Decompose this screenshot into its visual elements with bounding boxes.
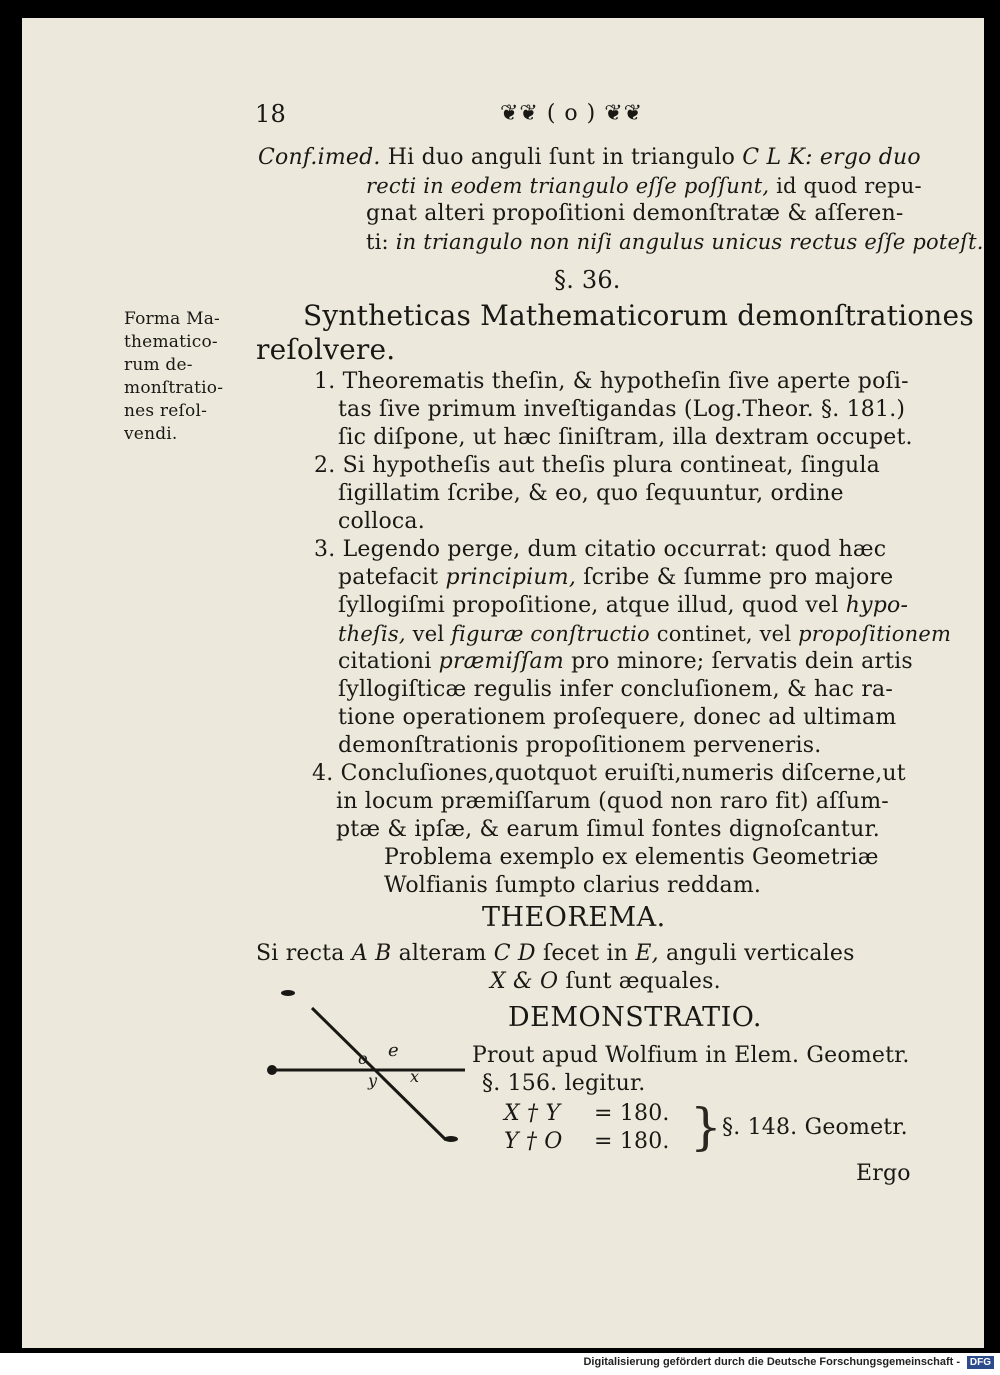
list-item-line: 1. Theorematis theſin, & hypotheſin ſive aperte poſi- xyxy=(314,369,909,394)
text-line: recti in eodem triangulo eſſe poſſunt, id quod repu- xyxy=(366,174,922,198)
point-d xyxy=(444,1136,458,1142)
theorem-heading: THEOREMA. xyxy=(482,902,666,933)
text-line: Conf.imed. Hi duo anguli ſunt in triangulo C L K: ergo duo xyxy=(258,145,921,170)
theorem-line: X & O ſunt æquales. xyxy=(490,969,721,994)
demonstration-line: §. 156. legitur. xyxy=(482,1071,646,1096)
list-item-line: in locum præmiſſarum (quod non raro fit) aſſum- xyxy=(336,789,889,814)
text-line: gnat alteri propoſitioni demonſtratæ & aſſeren- xyxy=(366,201,904,226)
equation-lhs: Y † O xyxy=(504,1129,563,1154)
list-item-line: colloca. xyxy=(338,509,425,534)
list-item-line: citationi præmiſſam pro minore; ſervatis dein artis xyxy=(338,649,913,674)
label-y: y xyxy=(368,1071,378,1090)
footer-credit: Digitalisierung gefördert durch die Deutsche Forschungsgemeinschaft - xyxy=(583,1356,960,1368)
section-title: reſolvere. xyxy=(256,333,396,366)
equation-lhs: X † Y xyxy=(504,1101,561,1126)
footer-bar xyxy=(0,1353,1000,1375)
list-item-line: ſyllogiſticæ regulis infer concluſionem, & hac ra- xyxy=(338,677,894,702)
point-a xyxy=(267,1065,277,1075)
theorem-line: Si recta A B alteram C D ſecet in E, anguli verticales xyxy=(256,941,855,966)
book-page: 18 ❦❦ ( o ) ❦❦ Conf.imed. Hi duo anguli ſunt in triangulo C L K: ergo duo recti in eodem triangulo eſſe poſſunt, id quod repu- gnat alteri propoſitioni demonſtratæ & aſſeren- ti: in triangulo non niſi angulus unicus rectus eſſe poteſt. §. 36. Forma Ma- thematico- rum de- monſtratio- nes reſol- vendi. Syntheticas Mathematicorum demonſtrationes reſolvere. 1. Theorematis theſin, & hypotheſin ſive aperte poſi- tas ſive primum inveſtigandas (Log.Theor. §. 181.) ſic diſpone, ut hæc ſiniſtram, illa dextram occupet. 2. Si hypotheſis aut theſis plura contineat, ſingula ſigillatim ſcribe, & eo, quo ſequuntur, ordine colloca. 3. Legendo perge, dum citatio occurrat: quod hæc patefacit principium, ſcribe & ſumme pro majore ſyllogiſmi propoſitione, atque illud, quod vel hypo- theſis, vel figuræ conſtructio continet, vel propoſitionem citationi præmiſſam pro minore; ſervatis dein artis ſyllogiſticæ regulis infer concluſionem, & hac ra- tione operationem proſequere, donec ad ultimam demonſtrationis propoſitionem perveneris. 4. Concluſiones,quotquot eruiſti,numeris diſcerne,ut in locum præmiſſarum (quod non raro fit) aſſum- ptæ & ipſæ, & earum ſimul fontes dignoſcantur. Problema exemplo ex elementis Geometriæ Wolfianis ſumpto clarius reddam. THEOREMA. Si recta A B alteram C D ſecet in E, anguli verticales X & O ſunt æquales. DEMONSTRATIO. Prout apud Wolfium in Elem. Geometr. §. 156. legitur. X † Y = 180. Y † O = 180. } §. 148. Geometr. Ergo o e y x xyxy=(22,18,984,1348)
page-number: 18 xyxy=(255,100,286,128)
point-c xyxy=(281,990,295,996)
brace-icon: } xyxy=(690,1098,723,1156)
problem-line: Wolfianis ſumpto clarius reddam. xyxy=(384,873,762,898)
list-item-line: 3. Legendo perge, dum citatio occurrat: quod hæc xyxy=(314,537,887,562)
section-number: §. 36. xyxy=(554,266,621,294)
header-ornament: ❦❦ ( o ) ❦❦ xyxy=(500,101,644,126)
reference: §. 148. Geometr. xyxy=(722,1115,908,1140)
list-item-line: ſyllogiſmi propoſitione, atque illud, quod vel hypo- xyxy=(338,593,909,618)
demonstration-line: Prout apud Wolfium in Elem. Geometr. xyxy=(472,1043,910,1068)
problem-line: Problema exemplo ex elementis Geometriæ xyxy=(384,845,879,870)
list-item-line: tas ſive primum inveſtigandas (Log.Theor. §. 181.) xyxy=(338,397,906,422)
list-item-line: demonſtrationis propoſitionem perveneris. xyxy=(338,733,822,758)
label-x: x xyxy=(410,1067,420,1086)
dfg-logo: DFG xyxy=(967,1356,994,1369)
label-o: o xyxy=(358,1049,368,1068)
equation-rhs: = 180. xyxy=(594,1129,670,1154)
line-cd xyxy=(312,1008,446,1140)
section-title: Syntheticas Mathematicorum demonſtrationes xyxy=(303,299,974,332)
list-item-line: theſis, vel figuræ conſtructio continet, vel propoſitionem xyxy=(338,622,952,646)
text-line: ti: in triangulo non niſi angulus unicus rectus eſſe poteſt. xyxy=(366,230,984,254)
equation-rhs: = 180. xyxy=(594,1101,670,1126)
list-item-line: 2. Si hypotheſis aut theſis plura contineat, ſingula xyxy=(314,453,880,478)
demonstration-heading: DEMONSTRATIO. xyxy=(508,1002,762,1033)
list-item-line: ptæ & ipſæ, & earum ſimul fontes dignoſcantur. xyxy=(336,817,880,842)
geometric-figure xyxy=(260,976,480,1151)
list-item-line: 4. Concluſiones,quotquot eruiſti,numeris diſcerne,ut xyxy=(312,761,906,786)
list-item-line: ſic diſpone, ut hæc ſiniſtram, illa dextram occupet. xyxy=(338,425,913,450)
list-item-line: ſigillatim ſcribe, & eo, quo ſequuntur, ordine xyxy=(338,481,844,506)
list-item-line: patefacit principium, ſcribe & ſumme pro majore xyxy=(338,565,894,590)
label-e: e xyxy=(388,1040,399,1061)
list-item-line: tione operationem proſequere, donec ad ultimam xyxy=(338,705,897,730)
catchword: Ergo xyxy=(856,1161,911,1186)
